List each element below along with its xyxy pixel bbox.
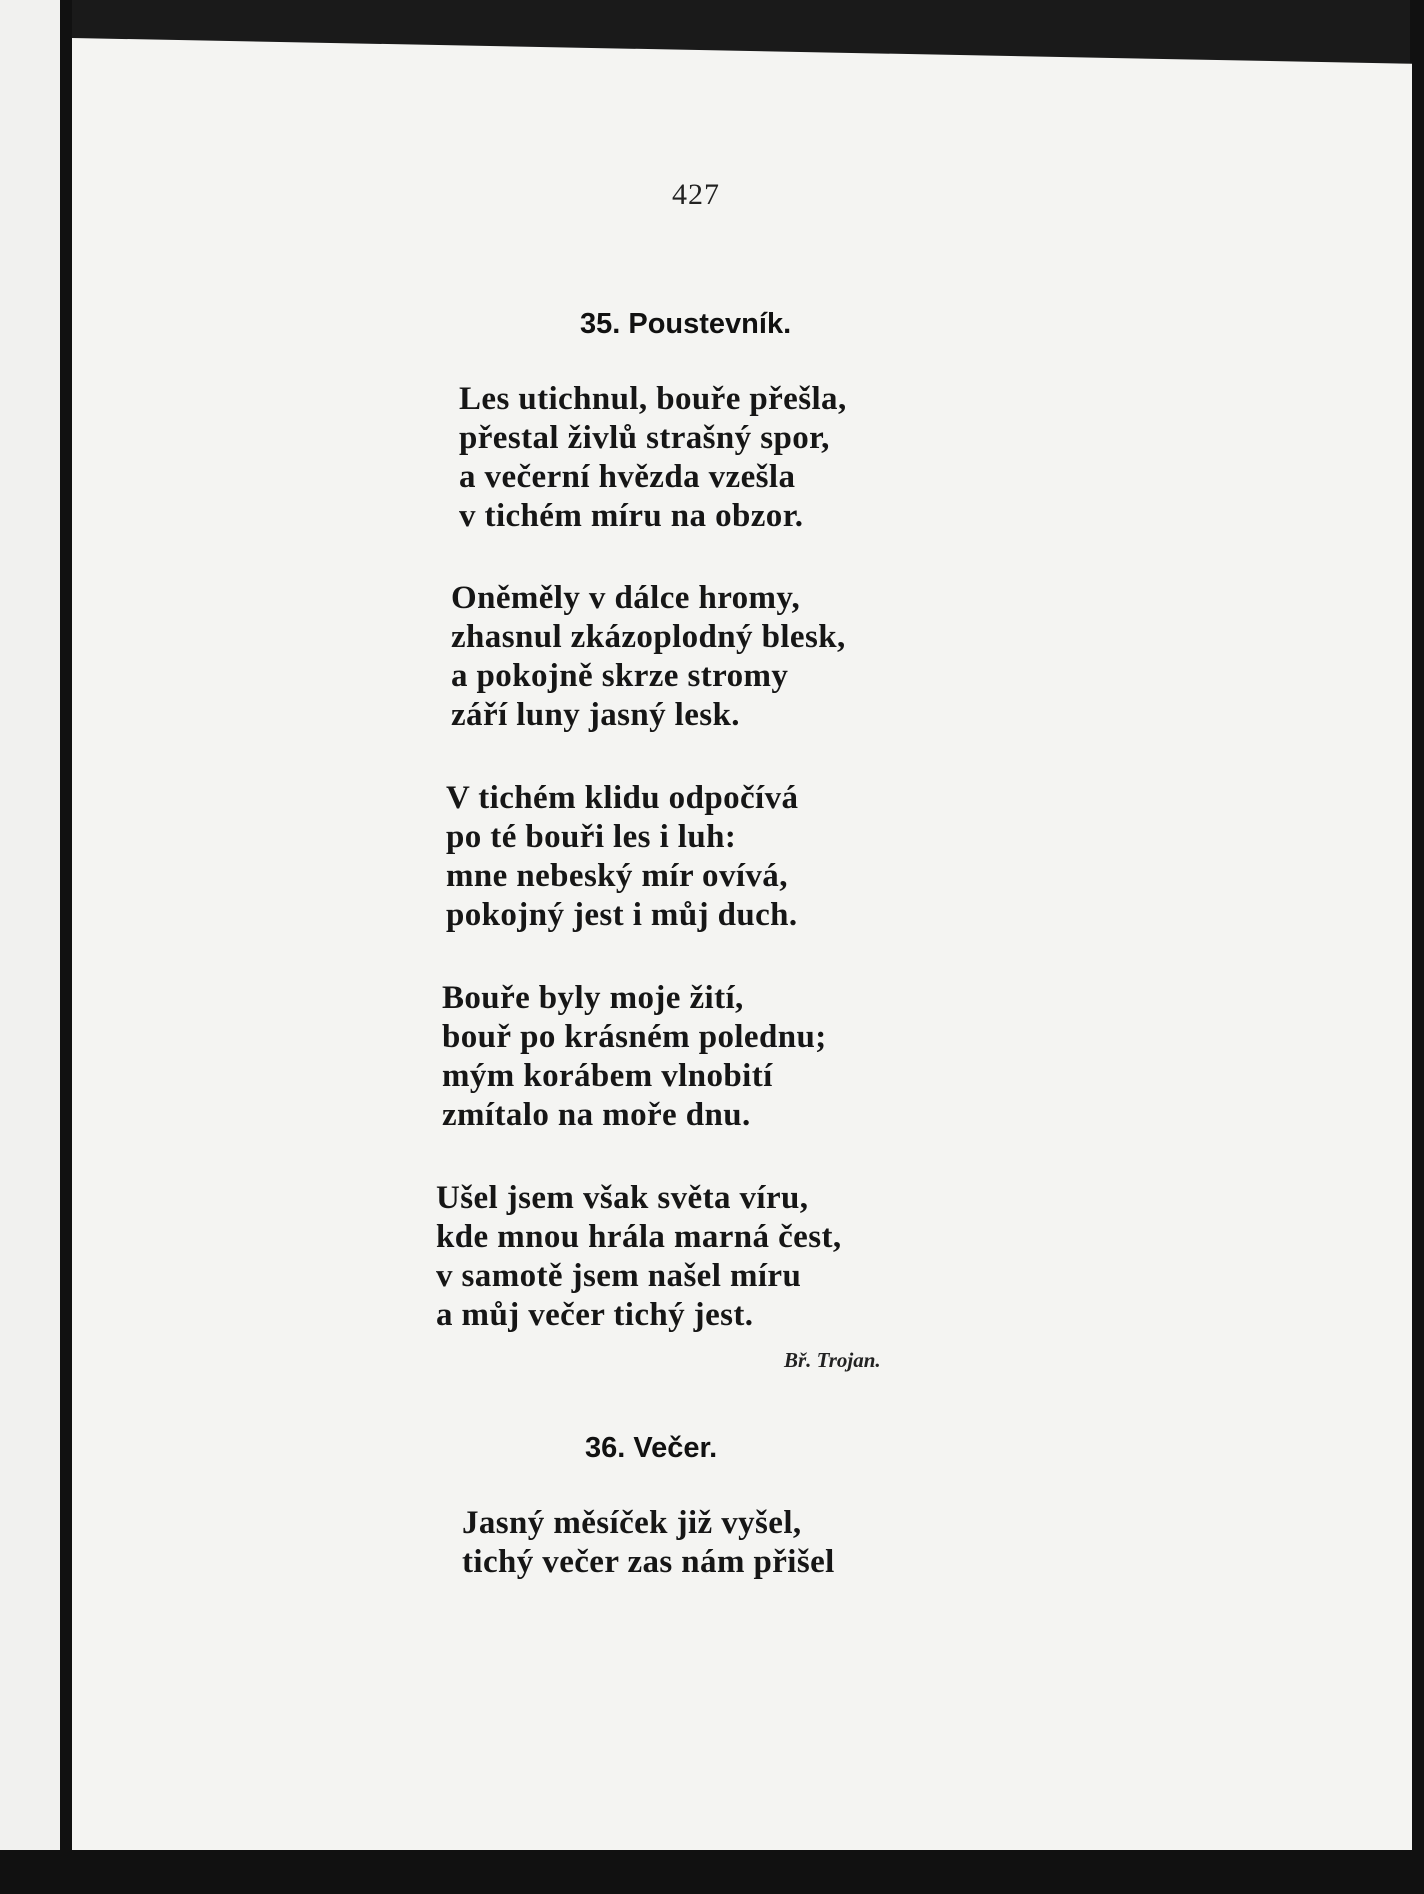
stanza [462, 1504, 835, 1582]
verse-line: a můj večer tichý jest. [436, 1297, 754, 1333]
verse-line: zmítalo na moře dnu. [442, 1097, 751, 1133]
verse-line: Oněměly v dálce hromy, [451, 580, 801, 616]
verse-line: Bouře byly moje žití, [442, 980, 744, 1016]
verse-line: zhasnul zkázoplodný blesk, [451, 619, 846, 655]
poem-title: 36. Večer. [585, 1432, 718, 1464]
verse-line: přestal živlů strašný spor, [459, 420, 830, 456]
verse-line: a večerní hvězda vzešla [459, 459, 796, 495]
verse-line: bouř po krásném polednu; [442, 1019, 827, 1055]
verse-line: Les utichnul, bouře přešla, [459, 381, 847, 417]
stanza [459, 380, 847, 536]
verse-line: kde mnou hrála marná čest, [436, 1219, 842, 1255]
verse-line: Ušel jsem však světa víru, [436, 1180, 809, 1216]
stanza [436, 1179, 841, 1335]
verse-line: v samotě jsem našel míru [436, 1258, 802, 1294]
poem-title: 35. Poustevník. [580, 308, 792, 340]
verse-line: a pokojně skrze stromy [451, 658, 789, 694]
verse-line: v tichém míru na obzor. [459, 498, 804, 534]
page-number: 427 [672, 178, 720, 211]
stanza [446, 779, 798, 935]
verse-line: pokojný jest i můj duch. [446, 897, 798, 933]
verse-line: mým korábem vlnobití [442, 1058, 773, 1094]
stanza [451, 579, 846, 735]
verse-line: září luny jasný lesk. [451, 697, 740, 733]
verse-line: Jasný měsíček již vyšel, [462, 1505, 802, 1541]
verse-line: po té bouři les i luh: [446, 819, 737, 855]
stanza [442, 979, 827, 1135]
verse-line: tichý večer zas nám přišel [462, 1544, 835, 1580]
author-signature: Bř. Trojan. [784, 1348, 881, 1372]
verse-line: mne nebeský mír ovívá, [446, 858, 788, 894]
verse-line: V tichém klidu odpočívá [446, 780, 799, 816]
